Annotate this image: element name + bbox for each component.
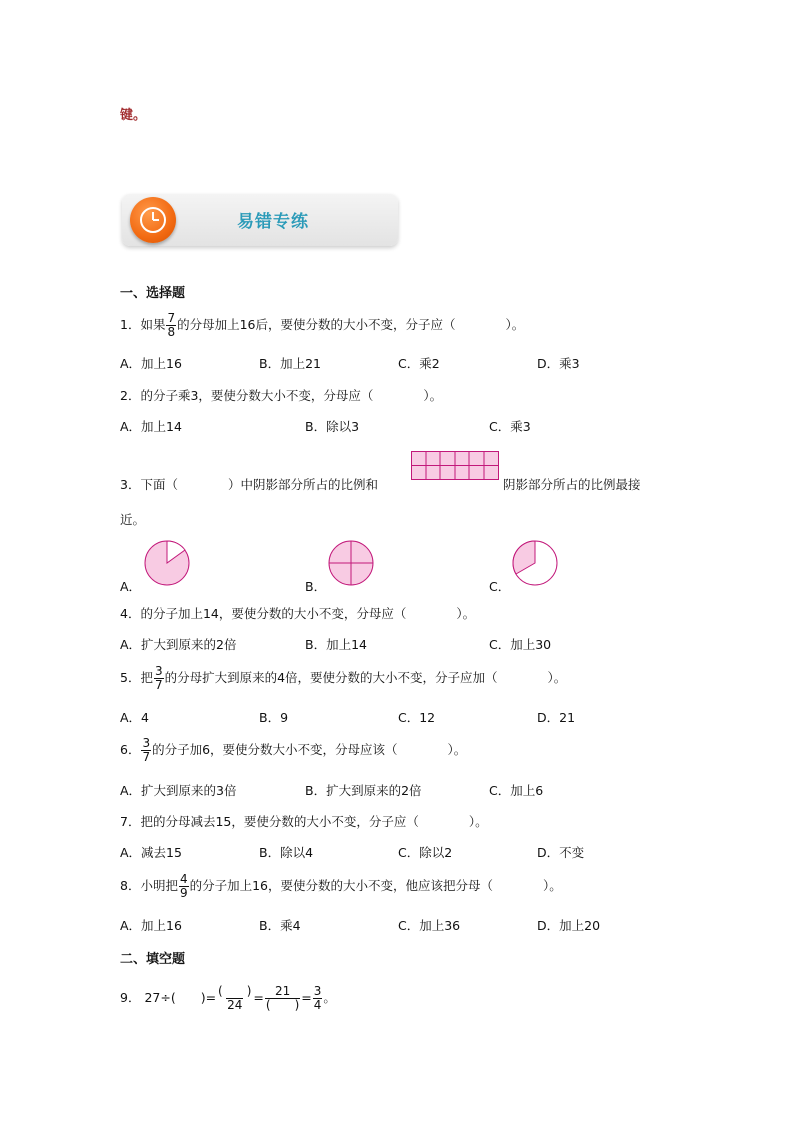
q3-option-b[interactable]: B． [305, 579, 327, 594]
q3-option-a[interactable]: A． [120, 579, 142, 594]
q8-text-b: 的分子加上16，要使分数的大小不变，他应该把分母（ ）。 [189, 878, 562, 893]
q7-option-b: B．除以4 [259, 845, 314, 860]
q6-option-b: B．扩大到原来的2倍 [305, 783, 422, 798]
q7-option-c: C．除以2 [398, 845, 453, 860]
question-6 [120, 736, 466, 764]
q4-option-b: B．加上14 [305, 637, 367, 652]
q5-option-d: D．21 [537, 710, 576, 725]
q1-text-b: 的分母加上16后，要使分数的大小不变，分子应（ ）。 [177, 317, 525, 332]
question-2: 2．的分子乘3，要使分数大小不变，分母应（ ）。 [120, 388, 443, 403]
q4-option-c: C．加上30 [489, 637, 552, 652]
question-3-text-b: 阴影部分所占的比例最接 [503, 477, 641, 492]
q5-text-b: 的分母扩大到原来的4倍，要使分数的大小不变，分子应加（ ）。 [164, 670, 567, 685]
q5-option-c: C．12 [398, 710, 436, 725]
q2-option-a: A．加上14 [120, 419, 182, 434]
clock-icon [130, 197, 176, 243]
q8-option-a: A．加上16 [120, 918, 182, 933]
question-3-text-c: 近。 [120, 512, 146, 527]
q1-text-a: 1．如果 [120, 317, 166, 332]
question-9 [120, 978, 336, 1018]
q8-text-a: 8．小明把 [120, 878, 178, 893]
question-3-text-a: 3．下面（ ）中阴影部分所占的比例和 [120, 477, 378, 492]
q5-option-a: A．4 [120, 710, 150, 725]
q6-text-b: 的分子加6，要使分数大小不变，分母应该（ ）。 [152, 742, 467, 757]
text-fragment: 键。 [120, 108, 147, 123]
banner-title: 易错专练 [237, 212, 309, 232]
question-4: 4．的分子加上14，要使分数的大小不变，分母应（ ）。 [120, 606, 476, 621]
q9-end: 。 [323, 990, 336, 1005]
q3-pie-b [327, 540, 375, 586]
q9-equals-2: = [301, 990, 312, 1005]
question-5 [120, 664, 566, 692]
reference-grid [411, 451, 499, 481]
q7-option-d: D．不变 [537, 845, 585, 860]
question-7: 7．把的分母减去15，要使分数的大小不变，分子应（ ）。 [120, 814, 488, 829]
q8-option-c: C．加上36 [398, 918, 461, 933]
section-heading-fill: 二、填空题 [120, 952, 186, 967]
q8-fraction: $\frac{4}{9}$ [179, 872, 188, 900]
q1-option-d: D．乘3 [537, 356, 580, 371]
q2-option-c: C．乘3 [489, 419, 531, 434]
question-1 [120, 311, 524, 339]
q8-option-d: D．加上20 [537, 918, 601, 933]
section-banner [122, 194, 398, 246]
q9-equals-1: = [253, 990, 264, 1005]
section-heading-choice: 一、选择题 [120, 286, 186, 301]
q7-option-a: A．减去15 [120, 845, 182, 860]
q8-option-b: B．乘4 [259, 918, 301, 933]
q5-fraction: $\frac{3}{7}$ [154, 664, 163, 692]
q9-fraction-2: $\frac{21}{( )}$ [265, 984, 300, 1012]
q9-blank-numerator[interactable]: ( ) [218, 984, 252, 998]
q9-number: 9． [120, 990, 141, 1005]
q3-pie-a [143, 540, 191, 586]
q6-option-a: A．扩大到原来的3倍 [120, 783, 237, 798]
q6-option-c: C．加上6 [489, 783, 544, 798]
q3-option-c[interactable]: C． [489, 579, 511, 594]
q5-option-b: B．9 [259, 710, 289, 725]
q3-pie-c [511, 540, 559, 586]
q9-blank-denominator[interactable]: ( ) [265, 998, 300, 1012]
q4-option-a: A．扩大到原来的2倍 [120, 637, 237, 652]
q9-fraction-3: $\frac{3}{4}$ [313, 984, 322, 1012]
q2-option-b: B．除以3 [305, 419, 360, 434]
q1-option-b: B．加上21 [259, 356, 321, 371]
q6-text-a: 6． [120, 742, 141, 757]
q6-fraction: $\frac{3}{7}$ [142, 736, 151, 764]
q5-text-a: 5．把 [120, 670, 153, 685]
q9-fraction-1: $\frac{( )}{24}$ [218, 984, 252, 1012]
q1-fraction: $\frac{7}{8}$ [167, 311, 176, 339]
q1-option-a: A．加上16 [120, 356, 182, 371]
q9-division: 27÷( )= [144, 990, 217, 1005]
q1-option-c: C．乘2 [398, 356, 440, 371]
question-8 [120, 872, 562, 900]
